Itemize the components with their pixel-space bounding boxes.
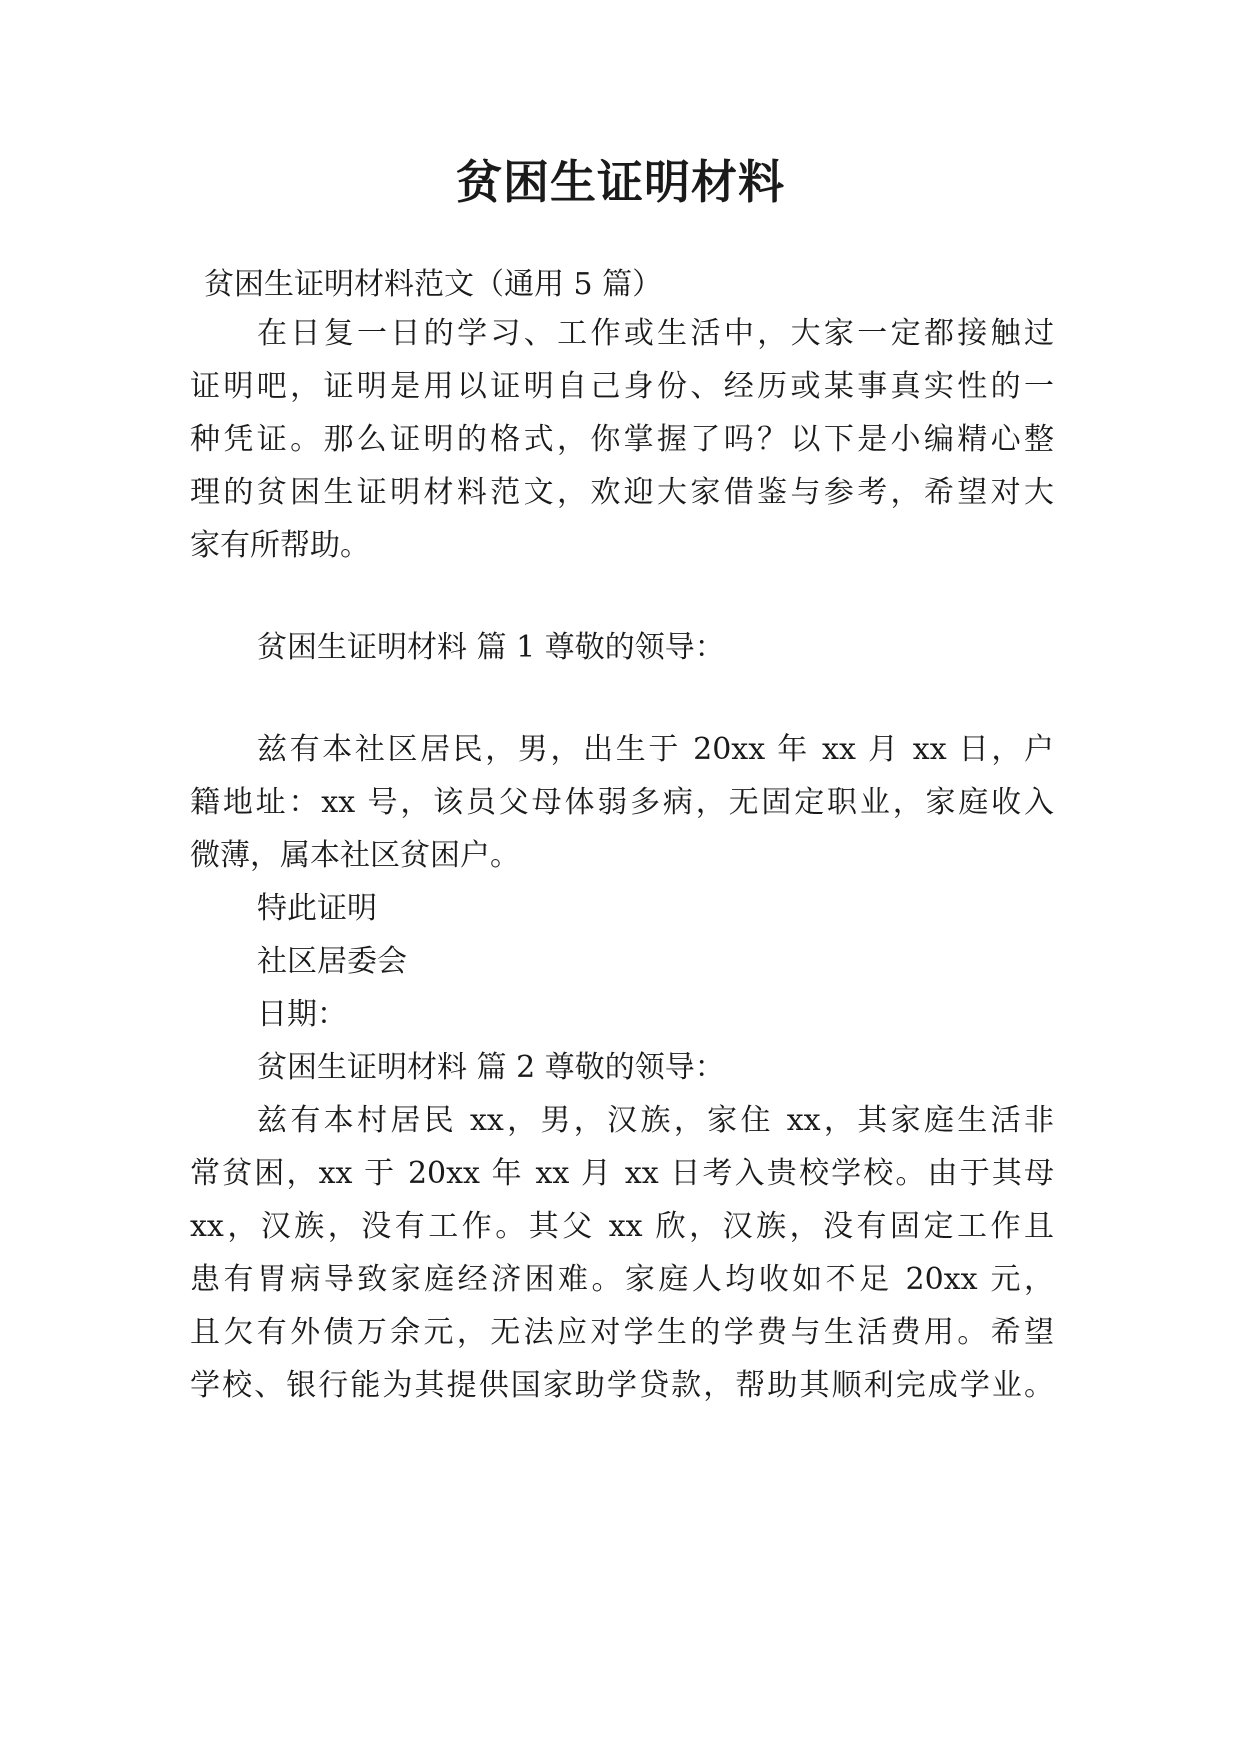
- document-title: 贫困生证明材料: [456, 155, 785, 209]
- document-subtitle: 贫困生证明材料范文（通用 5 篇）: [204, 267, 663, 302]
- issuer-line: 社区居委会: [257, 944, 407, 979]
- body-line: 兹有本村居民 xx，男，汉族，家住 xx，其家庭生活非: [257, 1103, 1054, 1138]
- body-line: 患有胃病导致家庭经济困难。家庭人均收如不足 20xx 元，: [190, 1262, 1054, 1297]
- intro-line: 证明吧，证明是用以证明自己身份、经历或某事真实性的一: [190, 369, 1054, 404]
- date-line: 日期：: [257, 997, 347, 1032]
- intro-line: 家有所帮助。: [190, 528, 370, 563]
- body-line: 兹有本社区居民，男，出生于 20xx 年 xx 月 xx 日，户: [257, 732, 1054, 767]
- certify-line: 特此证明: [257, 891, 377, 926]
- intro-line: 理的贫困生证明材料范文，欢迎大家借鉴与参考，希望对大: [190, 475, 1054, 510]
- intro-line: 种凭证。那么证明的格式，你掌握了吗？以下是小编精心整: [190, 422, 1054, 457]
- body-line: 微薄，属本社区贫困户。: [190, 838, 520, 873]
- body-line: 常贫困，xx 于 20xx 年 xx 月 xx 日考入贵校学校。由于其母: [190, 1156, 1054, 1191]
- body-line: 学校、银行能为其提供国家助学贷款，帮助其顺利完成学业。: [190, 1368, 1054, 1403]
- section-heading: 贫困生证明材料 篇 1 尊敬的领导：: [257, 630, 725, 665]
- intro-line: 在日复一日的学习、工作或生活中，大家一定都接触过: [257, 316, 1054, 351]
- body-line: 籍地址：xx 号，该员父母体弱多病，无固定职业，家庭收入: [190, 785, 1054, 820]
- section-heading: 贫困生证明材料 篇 2 尊敬的领导：: [257, 1050, 725, 1085]
- body-line: 且欠有外债万余元，无法应对学生的学费与生活费用。希望: [190, 1315, 1054, 1350]
- body-line: xx，汉族，没有工作。其父 xx 欣，汉族，没有固定工作且: [190, 1209, 1054, 1244]
